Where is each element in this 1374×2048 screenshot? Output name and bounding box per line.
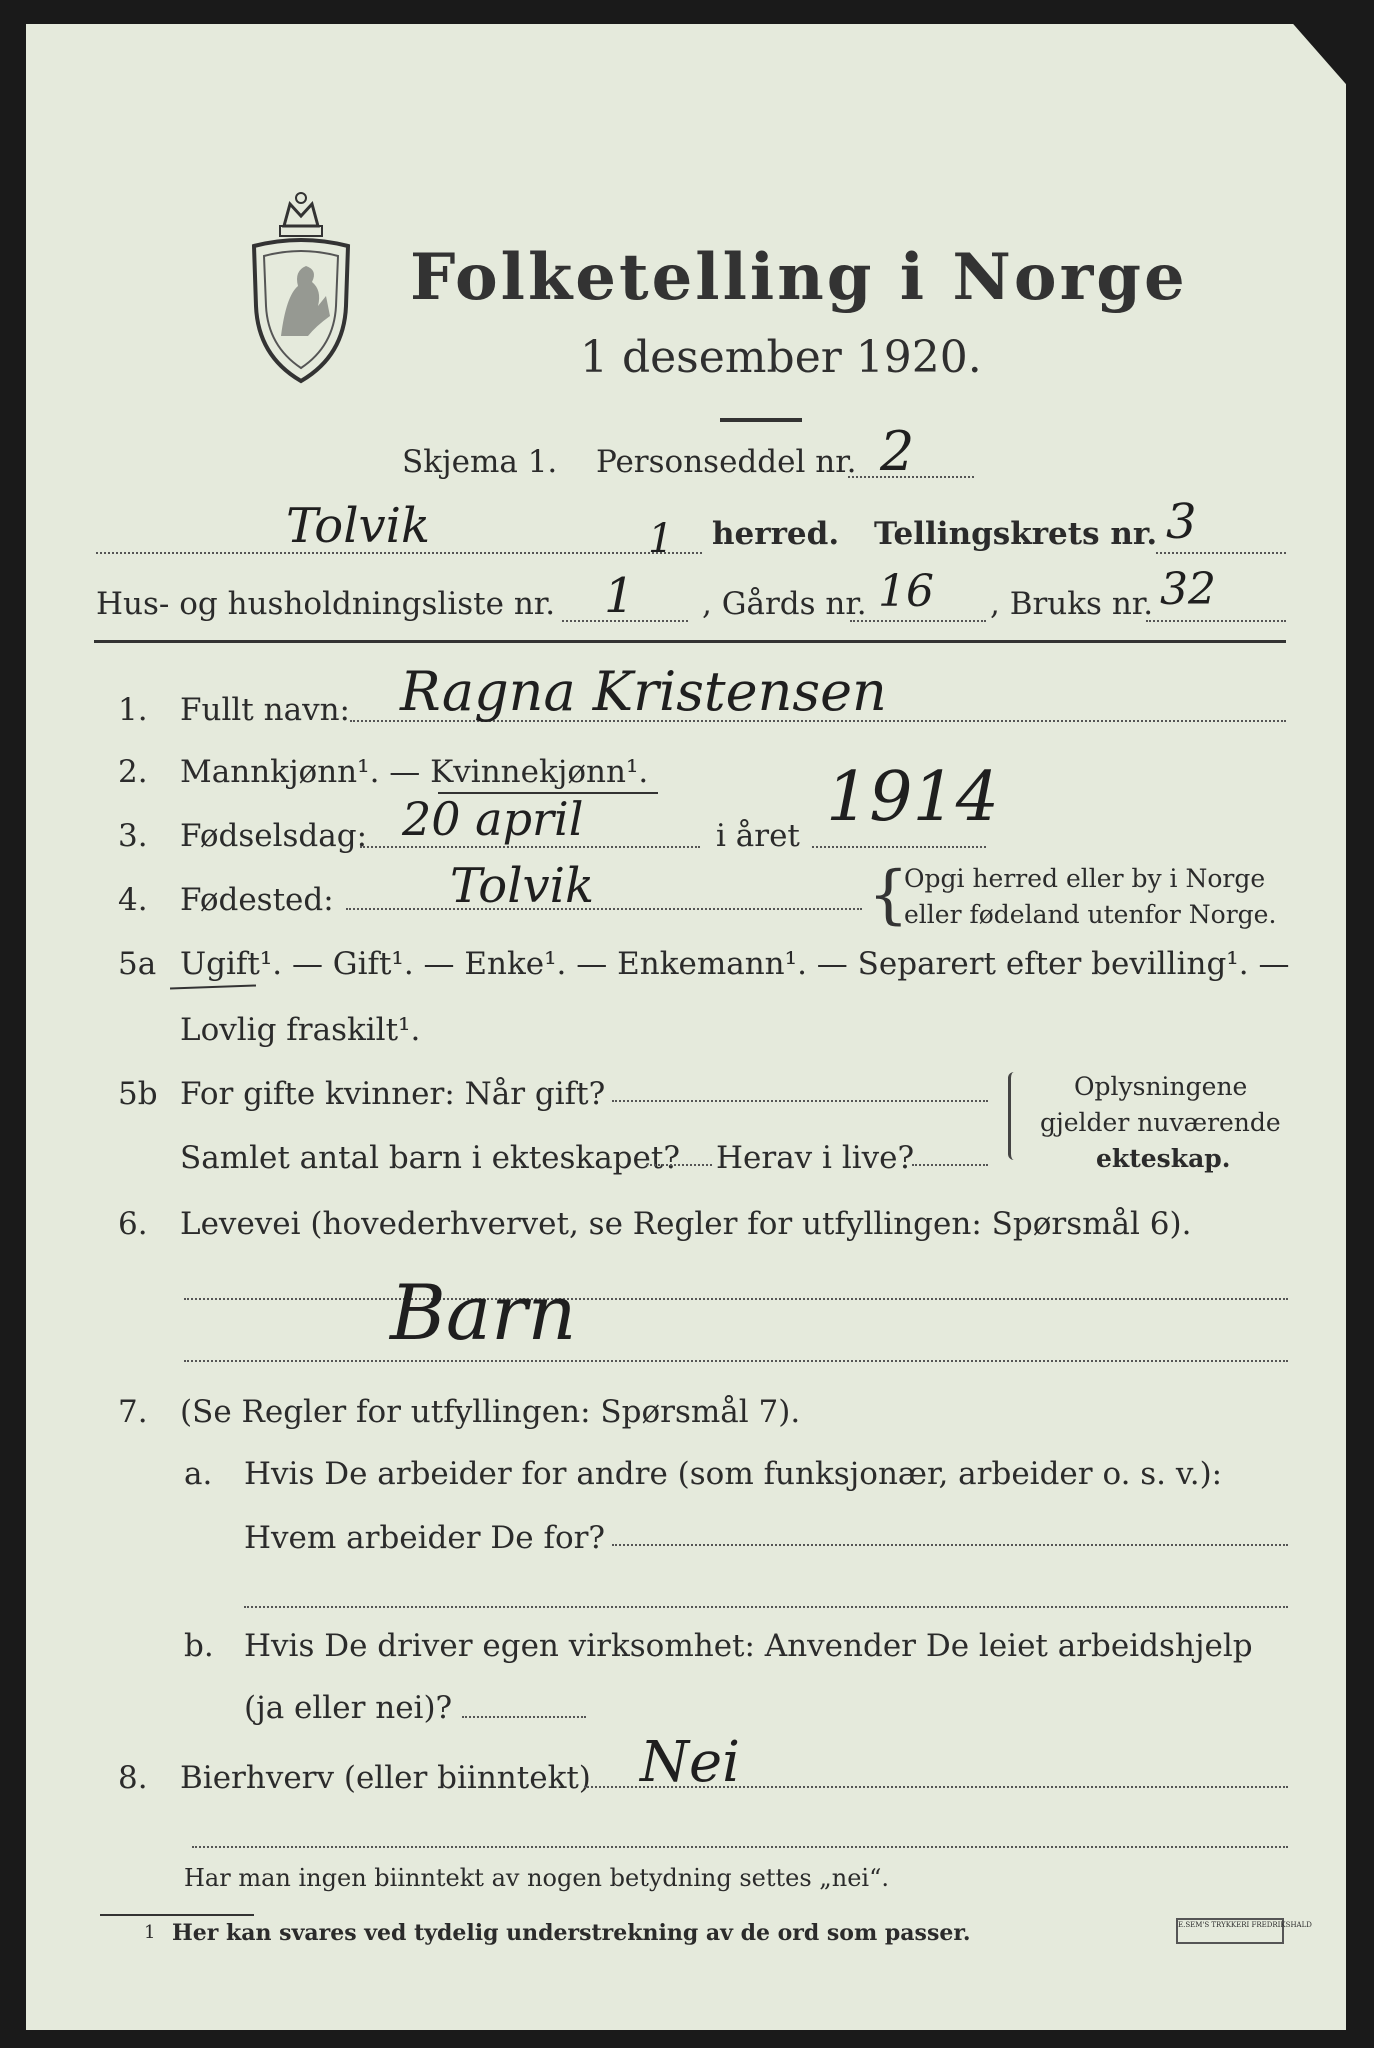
personseddel-value[interactable]: 2 xyxy=(880,420,915,483)
printer-mark xyxy=(1176,1918,1312,1944)
q5b-note-3: ekteskap. xyxy=(1096,1144,1231,1173)
q7a-letter: a. xyxy=(184,1456,213,1492)
q2-label: Mannkjønn¹. — Kvinnekjønn¹. xyxy=(180,754,649,790)
q5b-note-1: Oplysningene xyxy=(1074,1072,1248,1101)
tellingskrets-value[interactable]: 3 xyxy=(1166,494,1197,550)
q7-number: 7. xyxy=(118,1394,148,1430)
footnote-number: 1 xyxy=(144,1922,156,1943)
q5a-label: Ugift¹. — Gift¹. — Enke¹. — Enkemann¹. — Separert efter bevilling¹. — xyxy=(180,946,1290,982)
occupation-value[interactable]: Barn xyxy=(390,1268,577,1357)
q4-note-2: eller fødeland utenfor Norge. xyxy=(904,900,1277,929)
full-name-value[interactable]: Ragna Kristensen xyxy=(400,660,887,723)
birth-year-value[interactable]: 1914 xyxy=(826,758,1000,837)
q7a-label-2: Hvem arbeider De for? xyxy=(244,1520,606,1556)
q5a-label-2: Lovlig fraskilt¹. xyxy=(180,1012,421,1048)
q8-number: 8. xyxy=(118,1760,148,1796)
secondary-income-value[interactable]: Nei xyxy=(640,1730,741,1795)
q6-number: 6. xyxy=(118,1206,148,1242)
q5b-children-line xyxy=(646,1164,712,1166)
q5b-married-line xyxy=(612,1100,988,1102)
q8-note: Har man ingen biinntekt av nogen betydning settes „nei“. xyxy=(184,1864,889,1892)
q7b-letter: b. xyxy=(184,1628,214,1664)
tellingskrets-label: Tellingskrets nr. xyxy=(874,516,1158,552)
q3-year-line xyxy=(812,846,986,848)
q7a-label: Hvis De arbeider for andre (som funksjonær, arbeider o. s. v.): xyxy=(244,1456,1223,1492)
q8-line-2 xyxy=(192,1846,1288,1848)
footer-rule xyxy=(100,1914,254,1916)
q4-line xyxy=(346,908,862,910)
q3-line xyxy=(360,846,700,848)
q5b-bracket xyxy=(1008,1072,1019,1160)
footnote-text: Her kan svares ved tydelig understrekning av de ord som passer. xyxy=(172,1920,971,1946)
tellingskrets-line xyxy=(1156,552,1286,554)
bruks-value[interactable]: 32 xyxy=(1160,564,1216,615)
q7a-employer-line xyxy=(612,1544,1288,1546)
q7a-employer-line-2 xyxy=(244,1606,1288,1608)
q5b-number: 5b xyxy=(118,1076,158,1112)
q7b-line xyxy=(462,1716,586,1718)
census-date: 1 desember 1920. xyxy=(580,332,982,383)
q4-label: Fødested: xyxy=(180,882,334,918)
q7b-label-2: (ja eller nei)? xyxy=(244,1690,453,1726)
form-title: Folketelling i Norge xyxy=(410,240,1188,315)
bruks-line xyxy=(1146,620,1286,622)
q5b-label: For gifte kvinner: Når gift? xyxy=(180,1076,606,1112)
herred-extra-mark: 1 xyxy=(648,516,674,562)
q6-line-1 xyxy=(184,1298,1288,1300)
gards-value[interactable]: 16 xyxy=(878,566,934,617)
q3-year-label: i året xyxy=(716,818,800,854)
q5b-alive-line xyxy=(912,1164,988,1166)
q1-label: Fullt navn: xyxy=(180,692,350,728)
q5b-label-2: Samlet antal barn i ekteskapet? xyxy=(180,1140,680,1176)
header-rule xyxy=(94,640,1286,643)
q4-number: 4. xyxy=(118,882,148,918)
printer-mark-text: E.SEM'S TRYKKERI FREDRIKSHALD xyxy=(1178,1921,1312,1929)
title-divider xyxy=(720,418,802,422)
q7-label: (Se Regler for utfyllingen: Spørsmål 7). xyxy=(180,1394,801,1430)
q5b-label-3: Herav i live? xyxy=(716,1140,915,1176)
q3-number: 3. xyxy=(118,818,148,854)
birth-date-value[interactable]: 20 april xyxy=(402,792,584,846)
norwegian-coat-of-arms-icon xyxy=(246,186,356,386)
gards-label: , Gårds nr. xyxy=(702,586,867,622)
q1-number: 1. xyxy=(118,692,148,728)
q6-line-2 xyxy=(184,1360,1288,1362)
q8-label: Bierhverv (eller biinntekt) xyxy=(180,1760,591,1796)
personseddel-label: Personseddel nr. xyxy=(596,444,857,480)
skjema-label: Skjema 1. xyxy=(402,444,558,480)
gards-line xyxy=(850,620,986,622)
q2-number: 2. xyxy=(118,754,148,790)
q5a-number: 5a xyxy=(118,946,157,982)
birthplace-value[interactable]: Tolvik xyxy=(450,858,595,914)
q6-label: Levevei (hovederhvervet, se Regler for utfyllingen: Spørsmål 6). xyxy=(180,1206,1192,1242)
herred-label: herred. xyxy=(712,516,840,552)
husholdningsliste-label: Hus- og husholdningsliste nr. xyxy=(96,586,556,622)
q7b-label: Hvis De driver egen virksomhet: Anvender De leiet arbeidshjelp xyxy=(244,1628,1253,1664)
husholdningsliste-value[interactable]: 1 xyxy=(604,568,635,624)
herred-value[interactable]: Tolvik xyxy=(286,498,431,554)
q4-note-1: Opgi herred eller by i Norge xyxy=(904,864,1266,893)
q4-brace: { xyxy=(868,858,909,932)
bruks-label: , Bruks nr. xyxy=(990,586,1154,622)
q5b-note-2: gjelder nuværende xyxy=(1040,1108,1281,1137)
q3-label: Fødselsdag: xyxy=(180,818,368,854)
